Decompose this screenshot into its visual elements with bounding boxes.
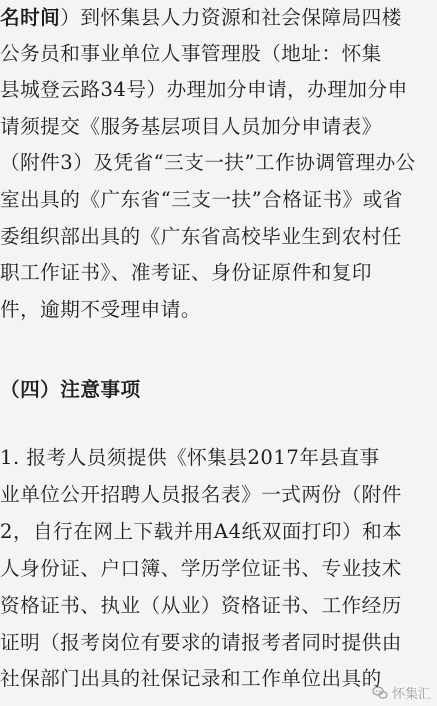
- paragraph-line-4: 人身份证、户口簿、学历学位证书、专业技术: [0, 557, 402, 580]
- text-line-9: 件，逾期不受理申请。: [0, 298, 201, 321]
- chat-bubble-icon: [372, 685, 388, 701]
- paragraph-line-7: 社保部门出具的社保记录和工作单位出具的: [0, 667, 382, 690]
- text-line-7: 委组织部出具的《广东省高校毕业生到农村任: [0, 225, 402, 248]
- text-line-4: 请须提交《服务基层项目人员加分申请表》: [0, 115, 382, 138]
- text-line-3: 县城登云路34号）办理加分申请，办理加分申: [0, 78, 408, 101]
- paragraph-line-6: 证明（报考岗位有要求的请报考者同时提供由: [0, 631, 402, 654]
- text-line-6: 室出具的《广东省“三支一扶”合格证书》或省: [0, 188, 403, 211]
- paragraph-line-1: 1. 报考人员须提供《怀集县2017年县直事: [0, 446, 380, 469]
- paragraph-line-5: 资格证书、执业（从业）资格证书、工作经历: [0, 594, 402, 617]
- watermark-text: 怀集汇: [391, 687, 431, 702]
- text-line-2: 公务员和事业单位人事管理股（地址：怀集: [0, 42, 382, 65]
- text-line-5: （附件3）及凭省“三支一扶”工作协调管理办公: [0, 151, 416, 174]
- text-line-1: [0, 0, 437, 36]
- watermark: [372, 683, 431, 702]
- text-line-1-bold-prefix: 名时间: [0, 6, 61, 29]
- paragraph-line-3: 2，自行在网上下载并用A4纸双面打印）和本: [0, 520, 403, 543]
- text-line-1-rest: ）到怀集县人力资源和社会保障局四楼: [60, 6, 402, 29]
- paragraph-line-2: 业单位公开招聘人员报名表》一式两份（附件: [0, 483, 402, 506]
- section-heading: （四）注意事项: [0, 378, 141, 401]
- text-line-8: 职工作证书》、准考证、身份证原件和复印: [0, 261, 372, 284]
